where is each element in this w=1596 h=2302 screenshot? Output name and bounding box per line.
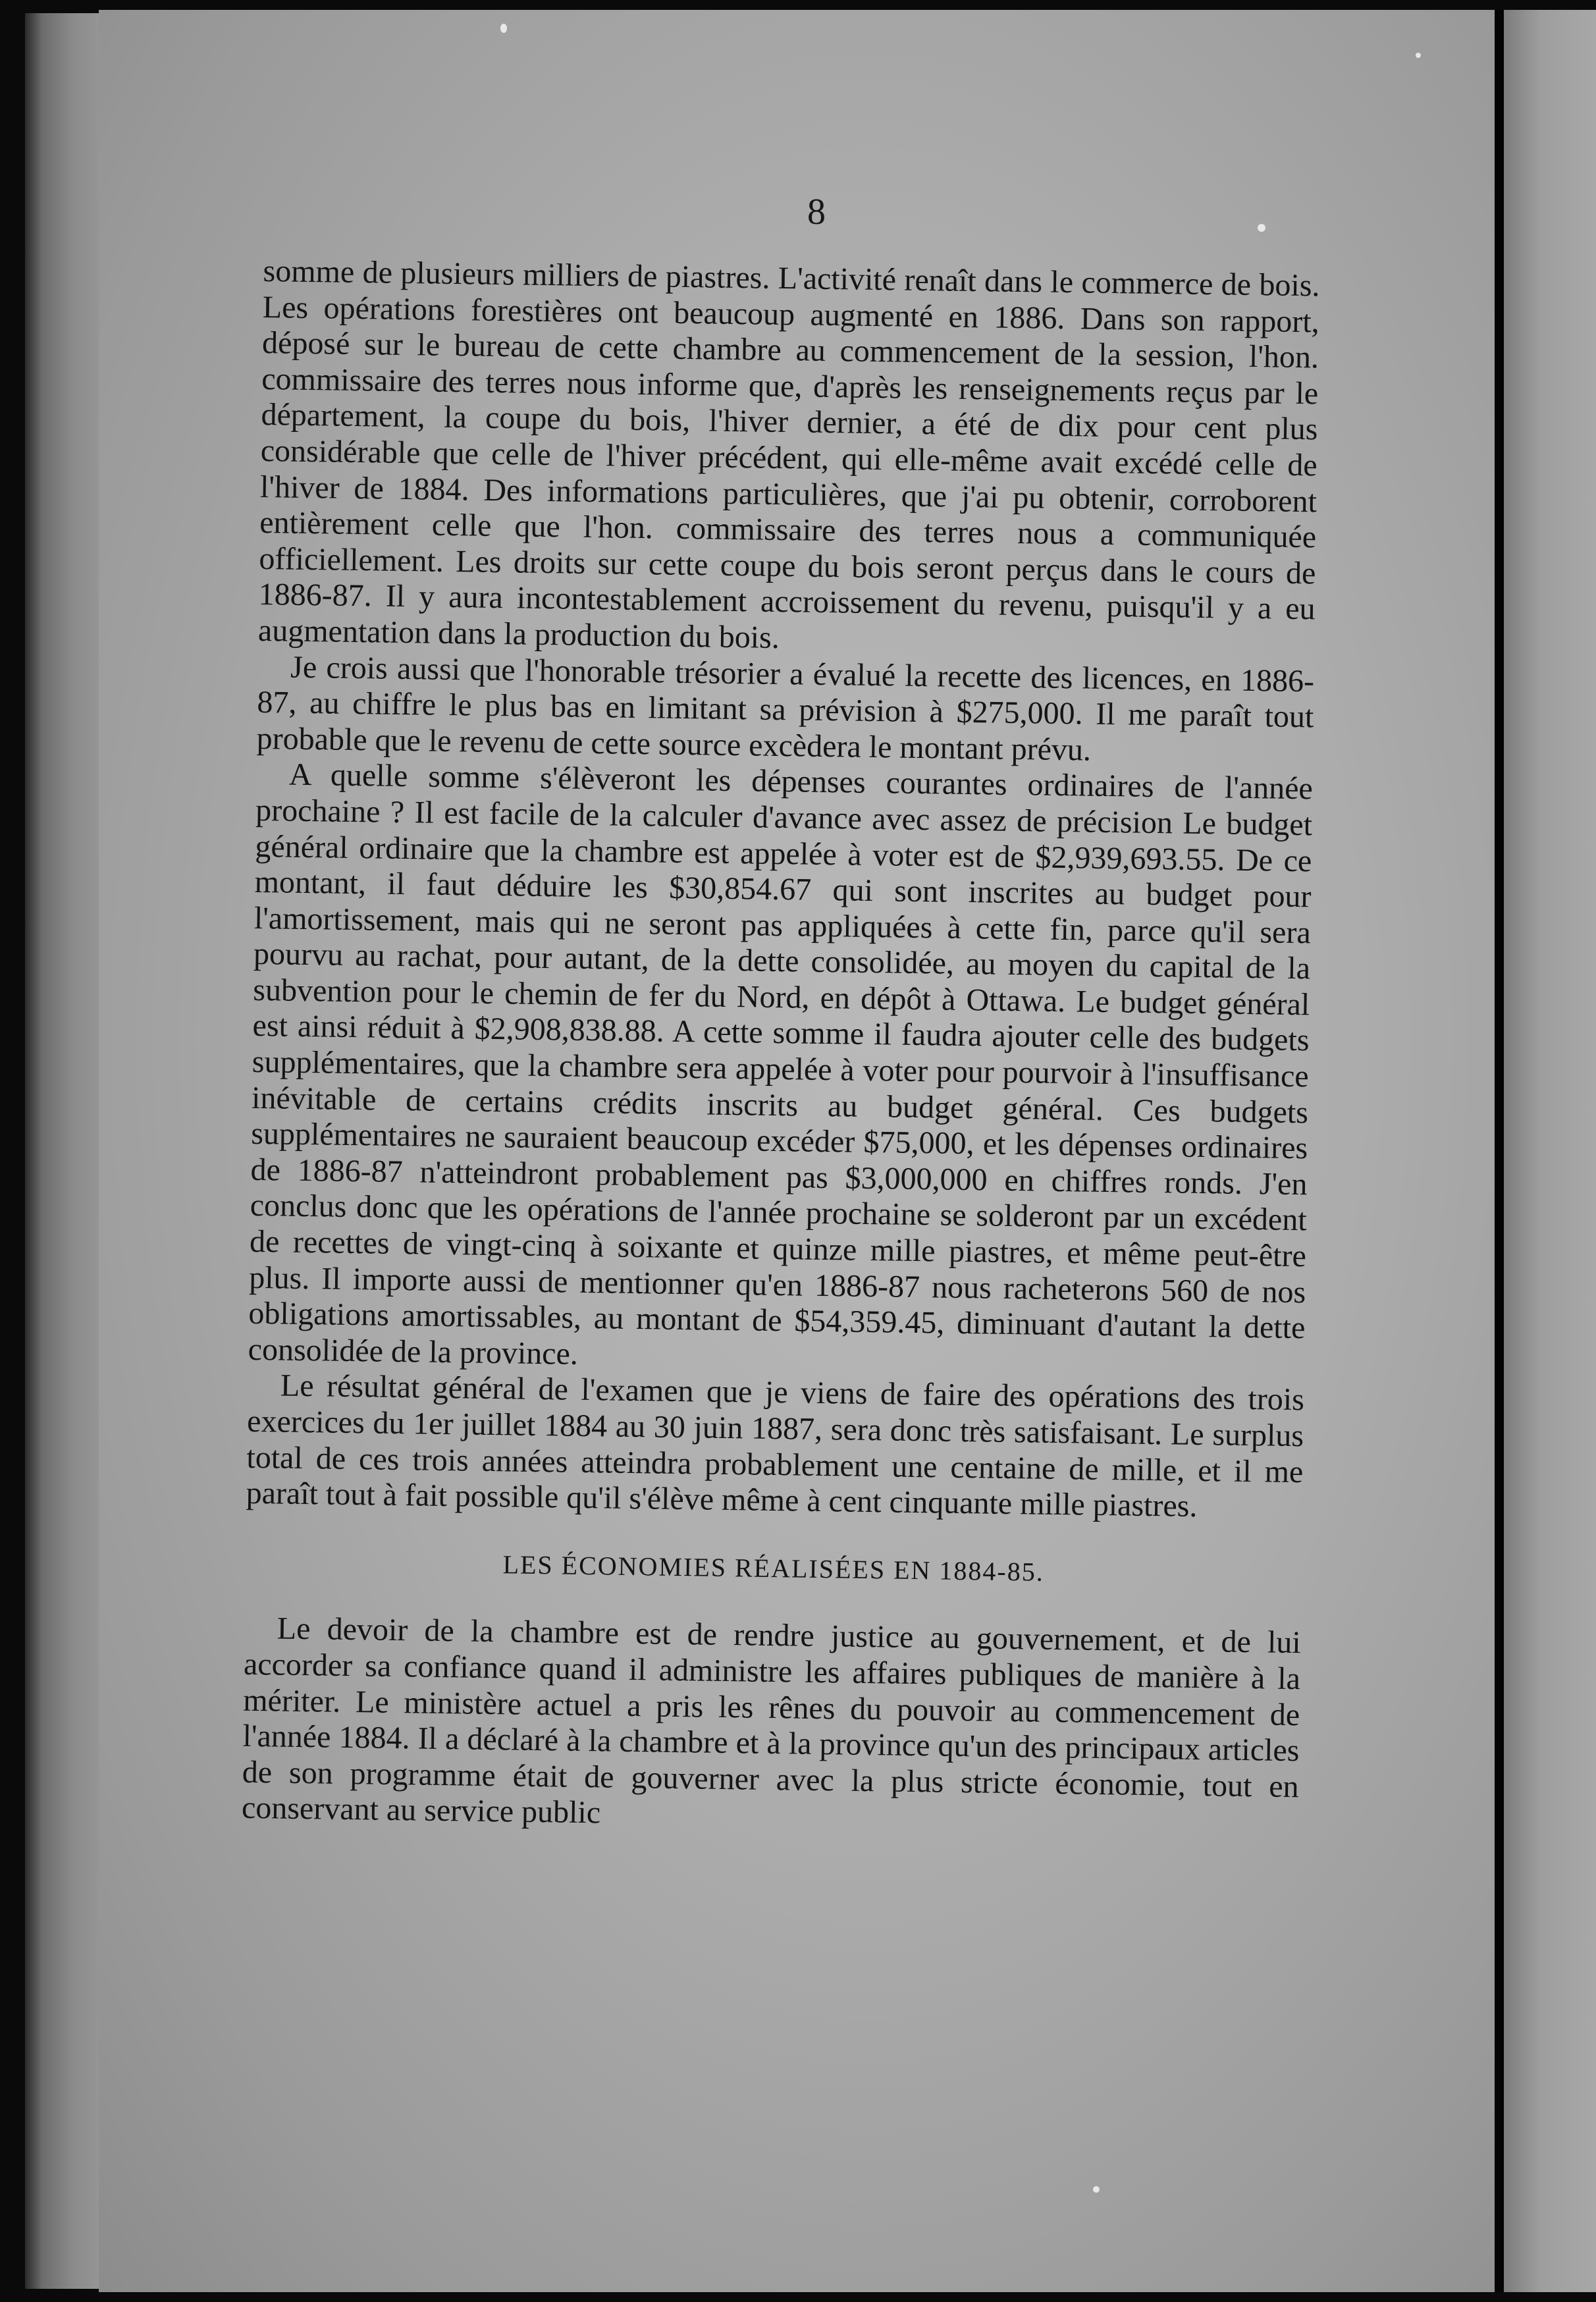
dust-speck [1258, 224, 1265, 232]
paragraph: somme de plusieurs milliers de piastres. L'activité renaît dans le commerce de bois. Les opérations forestières ont beaucoup augmenté en 1886. Dans son rapport, déposé sur le bureau de cette chambre au commencement de la session, l'hon. commissaire des terres nous informe que, d'après les renseignements reçus par le département, la coupe du bois, l'hiver dernier, a été de dix pour cent plus considérable que celle de l'hiver précédent, qui elle-même avait excédé celle de l'hiver de 1884. Des informations particulières, que j'ai pu obtenir, corroborent entièrement celle que l'hon. commissaire des terres nous a communiquée officiellement. Les droits sur cette coupe du bois seront perçus dans le cours de 1886-87. Il y aura incontestablement accroissement du revenu, puisqu'il y a eu augmentation dans la production du bois. [257, 254, 1320, 655]
dust-speck [500, 24, 507, 33]
right-border-rule [1495, 10, 1504, 2292]
page-left-edge [25, 13, 111, 2289]
paragraph: A quelle somme s'élèveront les dépenses courantes ordinaires de l'année prochaine ? Il est facile de la calculer d'avance avec assez de précision Le budget général ordinaire que la chambre est appelée à voter est de $2,939,693.55. De ce montant, il faut déduire les $30,854.67 qui sont inscrites au budget pour l'amortissement, mais qui ne seront pas appliquées à cette fin, parce qu'il sera pourvu au rachat, pour autant, de la dette consolidée, au moyen du capital de la subvention pour le chemin de fer du Nord, en dépôt à Ottawa. Le budget général est ainsi réduit à $2,908,838.88. A cette somme il faudra ajouter celle des budgets supplémentaires, que la chambre sera appelée à voter pour pourvoir à l'insuffisance inévitable de certains crédits inscrits au budget général. Ces budgets supplémentaires ne sauraient beaucoup excéder $75,000, et les dépenses ordinaires de 1886-87 n'atteindront probablement pas $3,000,000 en chiffres ronds. J'en conclus donc que les opérations de l'année prochaine se solderont par un excédent de recettes de vingt-cinq à soixante et quinze mille piastres, et même peut-être plus. Il importe aussi de mentionner qu'en 1886-87 nous racheterons 560 de nos obligations amortissables, au montant de $54,359.45, diminuant d'autant la dette consolidée de la province. [248, 757, 1314, 1372]
body-text [242, 254, 1320, 1841]
right-margin-strip [1504, 10, 1596, 2292]
paragraph: Le devoir de la chambre est de rendre justice au gouvernement, et de lui accorder sa confiance quand il administre les affaires publiques de manière à la mériter. Le ministère actuel a pris les rênes du pouvoir au commencement de l'année 1884. Il a déclaré à la chambre et à la province qu'un des principaux articles de son programme était de gouverner avec la plus stricte économie, tout en conservant au service public [241, 1611, 1302, 1831]
dust-speck [1416, 53, 1421, 58]
section-heading: LES ÉCONOMIES RÉALISÉES EN 1884-85. [502, 1549, 1045, 1587]
paragraph: Je crois aussi que l'honorable trésorier a évalué la recette des licences, en 1886-87, au chiffre le plus bas en limitant sa prévision à $275,000. Il me paraît tout probable que le revenu de cette source excèdera le montant prévu. [256, 649, 1315, 768]
dust-speck [1093, 2186, 1100, 2193]
paragraph: Le résultat général de l'examen que je viens de faire des opérations des trois exercices du 1er juillet 1884 au 30 juin 1887, sera donc très satisfaisant. Le surplus total de ces trois années atteindra probablement une centaine de mille, et il me paraît tout à fait possible qu'il s'élève même à cent cinquante mille piastres. [246, 1368, 1305, 1524]
page-number: 8 [807, 192, 826, 232]
